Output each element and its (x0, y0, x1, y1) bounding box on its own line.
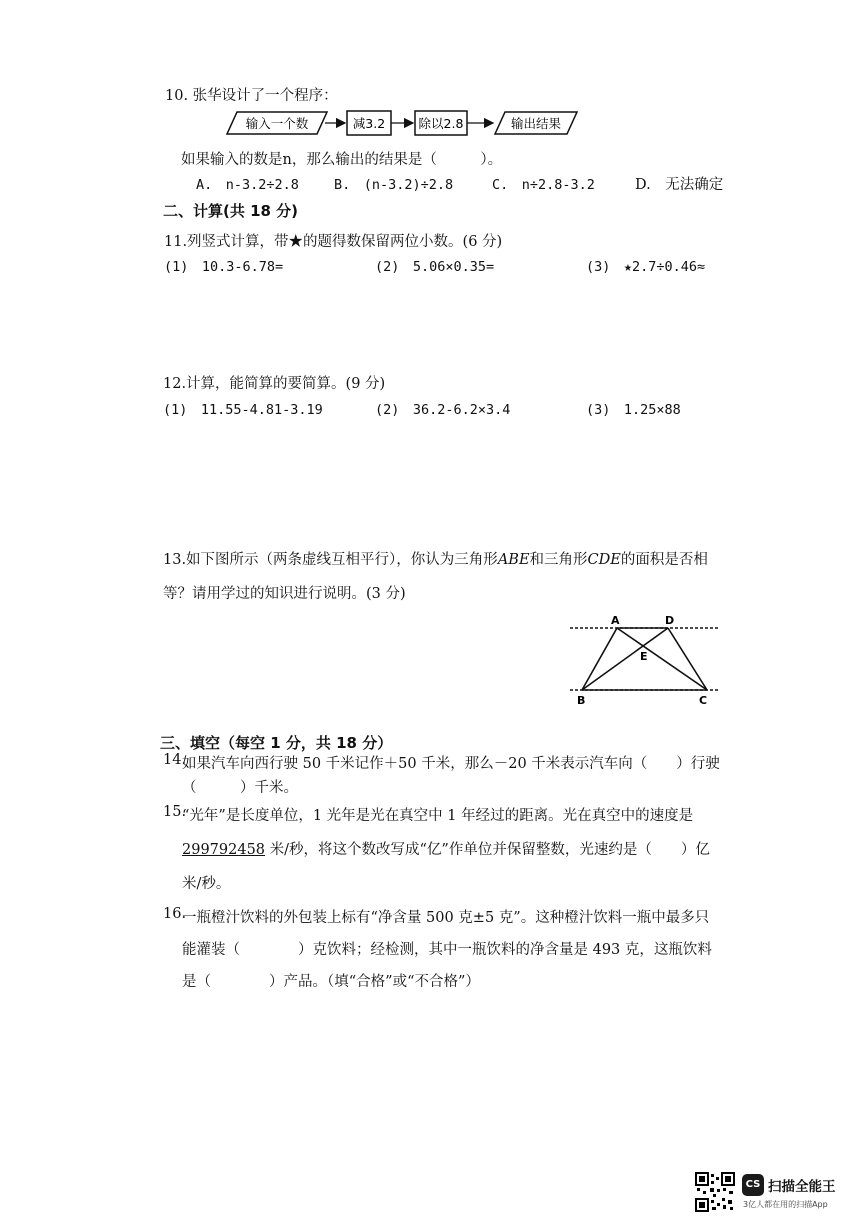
q15-speed-value: 299792458 (182, 842, 266, 858)
q13-text-a: 13.如下图所示（两条虚线互相平行），你认为三角形 (163, 552, 498, 568)
q12-item-2: (2) 36.2-6.2×3.4 (375, 402, 511, 418)
q11-item-3: (3) ★2.7÷0.46≈ (586, 259, 706, 275)
q15-line-3: 米/秒。 (182, 876, 231, 892)
q16-line-3: 是（ ）产品。（填“合格”或“不合格”） (182, 974, 480, 990)
q13-text-c: 的面积是否相 (620, 552, 708, 568)
segment-ac (617, 628, 707, 690)
q11-stem: 11.列竖式计算，带★的题得数保留两位小数。(6 分) (164, 234, 503, 250)
label-b: B (577, 694, 586, 707)
flow-step-divide: 除以2.8 (418, 116, 464, 131)
label-a: A (611, 614, 620, 627)
flow-step-input: 输入一个数 (245, 116, 309, 131)
segment-dc (668, 628, 707, 690)
q12-item-3: (3) 1.25×88 (586, 402, 681, 418)
q11-item-2: (2) 5.06×0.35= (375, 259, 495, 275)
q11-item-1: (1) 10.3-6.78= (164, 259, 284, 275)
watermark-tagline: 3亿人都在用的扫描App (743, 1200, 828, 1209)
q15-line-2 (182, 838, 710, 859)
watermark-app-name: 扫描全能王 (768, 1179, 836, 1195)
q12-item-1: (1) 11.55-4.81-3.19 (163, 402, 323, 418)
q10-option-b: B. (n-3.2)÷2.8 (334, 177, 454, 193)
q10-flowchart (225, 106, 585, 140)
q15-number: 15. (163, 804, 187, 820)
label-e: E (640, 650, 648, 663)
q14-line-1: 如果汽车向西行驶 50 千米记作＋50 千米，那么－20 千米表示汽车向（ ）行驶 (182, 756, 720, 772)
q13-line-1 (163, 548, 708, 569)
q16-number: 16. (163, 906, 187, 922)
q16-line-1: 一瓶橙汁饮料的外包装上标有“净含量 500 克±5 克”。这种橙汁饮料一瓶中最多只 (182, 910, 710, 926)
label-d: D (665, 614, 675, 627)
segment-ab (582, 628, 617, 690)
q16-line-2: 能灌装（ ）克饮料；经检测，其中一瓶饮料的净含量是 493 克，这瓶饮料 (182, 942, 712, 958)
camscanner-logo-icon: CS (742, 1174, 764, 1196)
section2-title: 二、计算(共 18 分) (163, 202, 299, 220)
segment-db (582, 628, 668, 690)
q13-triangle-cde: CDE (587, 552, 621, 568)
q13-triangle-abe: ABE (497, 552, 530, 568)
label-c: C (699, 694, 708, 707)
q13-figure (565, 608, 730, 710)
q10-question: 如果输入的数是n，那么输出的结果是（ ）。 (181, 152, 503, 168)
q10-option-a: A. n-3.2÷2.8 (196, 177, 299, 193)
q12-stem: 12.计算，能简算的要简算。(9 分) (163, 376, 386, 392)
q15-line-1: “光年”是长度单位，1 光年是光在真空中 1 年经过的距离。光在真空中的速度是 (182, 808, 694, 824)
q13-text-b: 和三角形 (529, 552, 588, 568)
q14-line-2: （ ）千米。 (182, 780, 298, 796)
q15-line-2-rest: 米/秒，将这个数改写成“亿”作单位并保留整数，光速约是（ ）亿 (265, 842, 710, 858)
q10-option-d: D. 无法确定 (635, 177, 724, 193)
q10-option-c: C. n÷2.8-3.2 (492, 177, 595, 193)
q14-number: 14. (163, 752, 187, 768)
flow-step-output: 输出结果 (510, 116, 562, 131)
q10-stem: 10. 张华设计了一个程序： (165, 88, 338, 104)
qr-code-icon (695, 1172, 735, 1212)
flow-step-subtract: 减3.2 (352, 116, 386, 131)
section3-title: 三、填空（每空 1 分，共 18 分） (160, 734, 393, 752)
q13-line-2: 等？请用学过的知识进行说明。(3 分) (163, 586, 406, 602)
